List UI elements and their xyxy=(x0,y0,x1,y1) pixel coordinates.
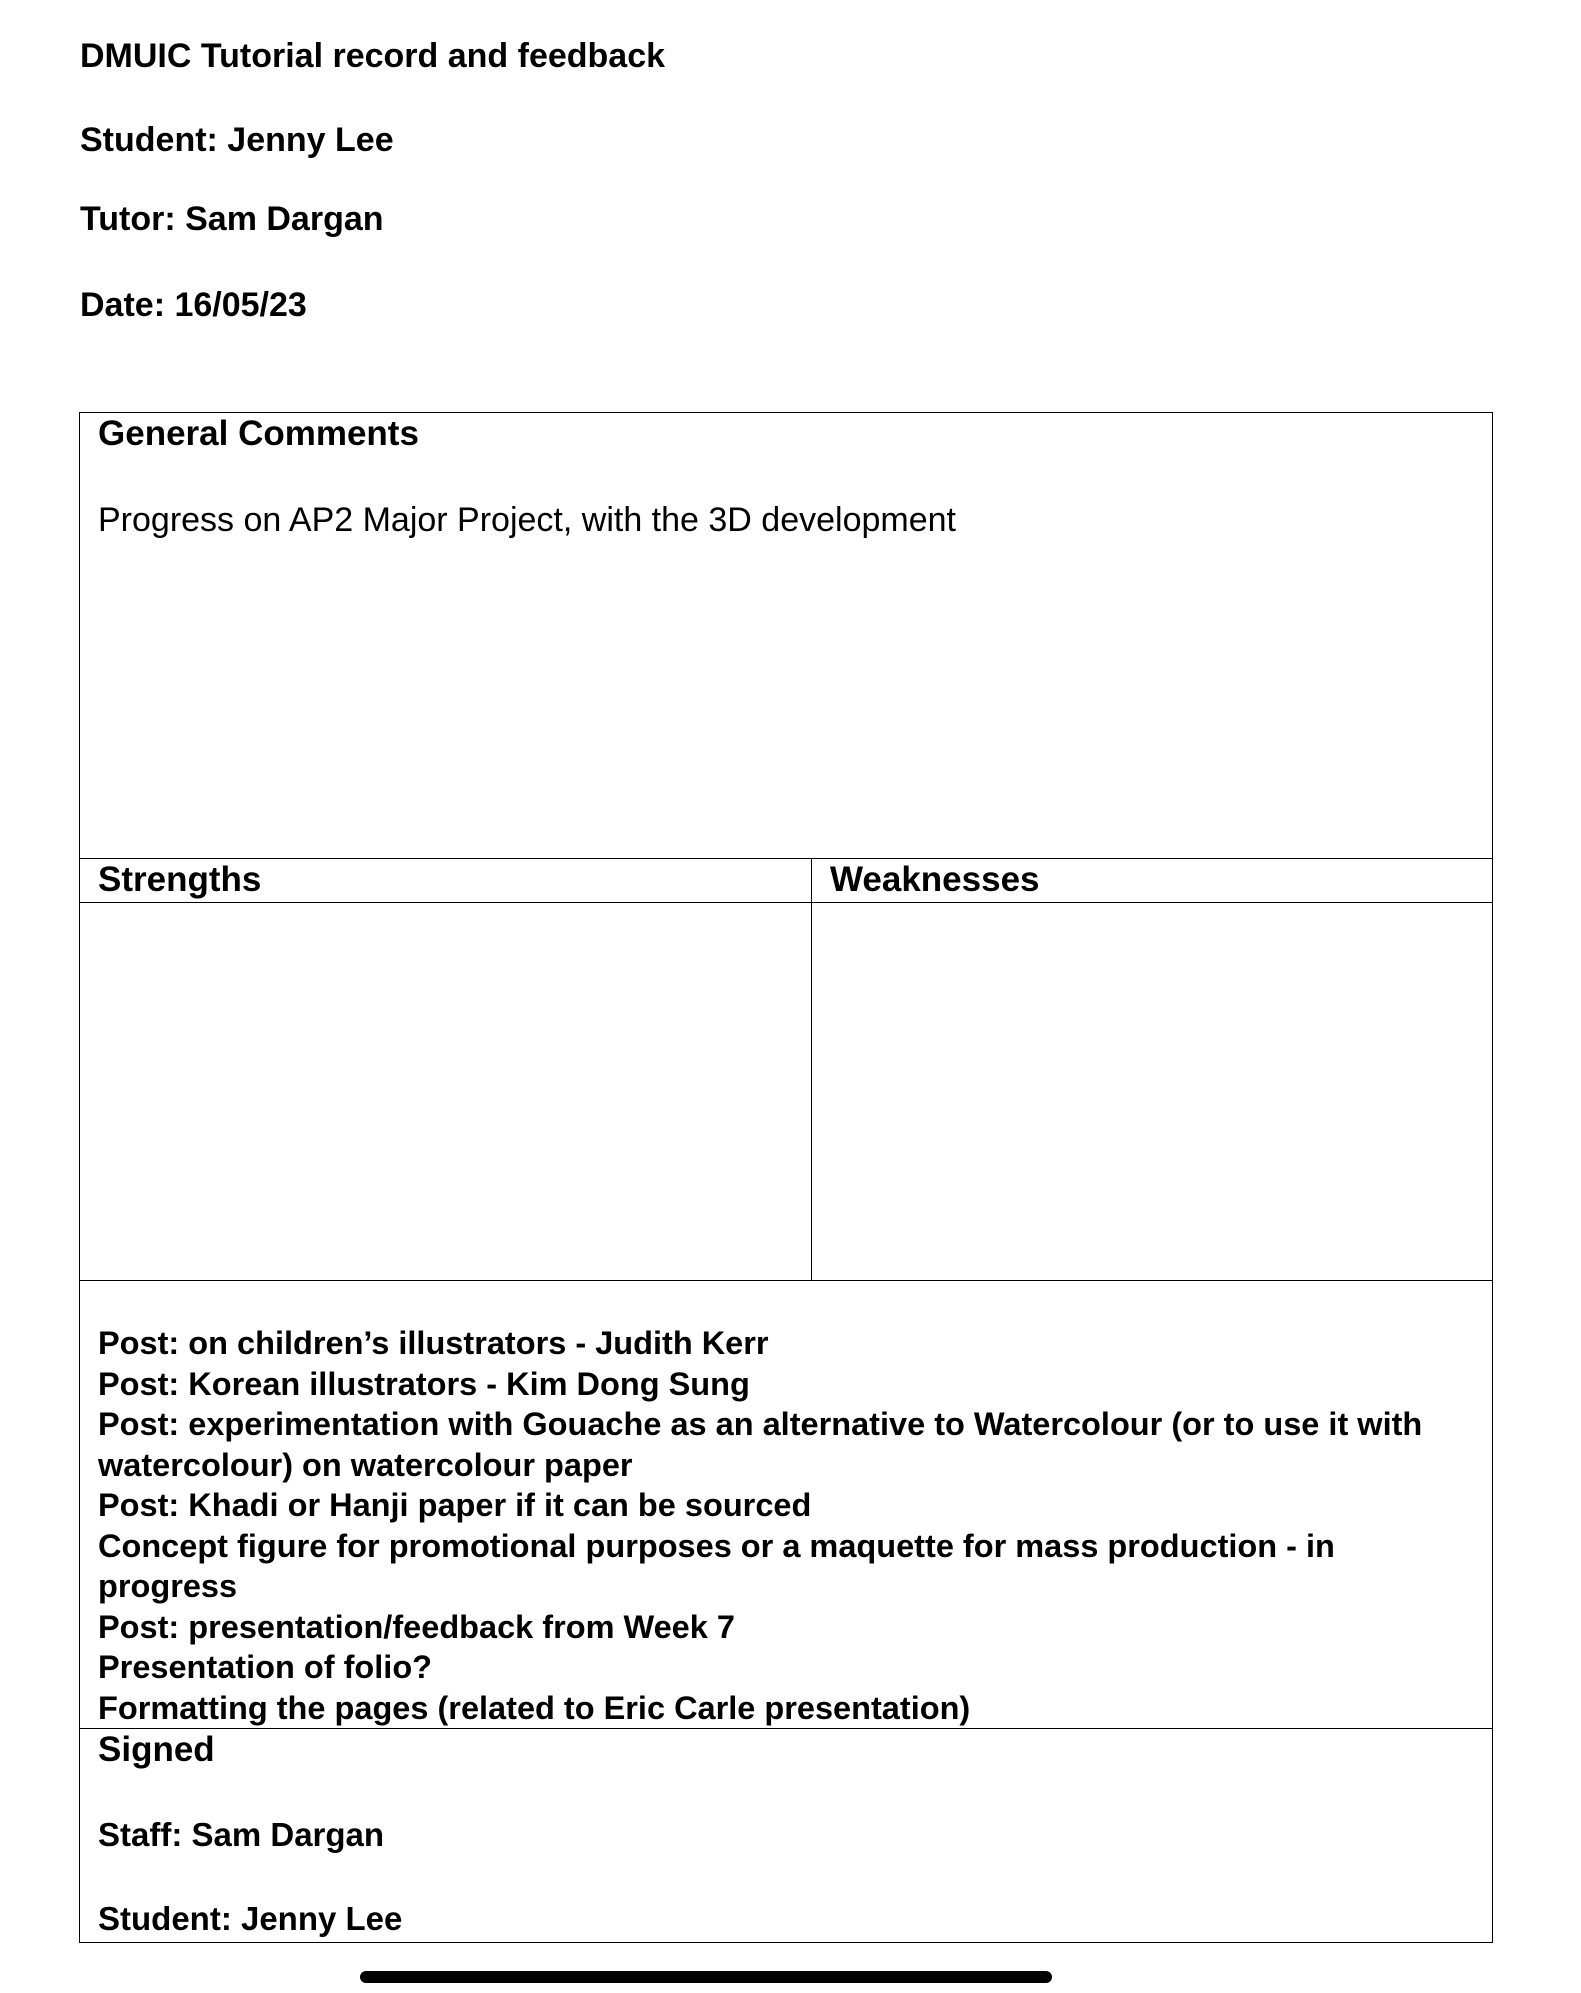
general-comments-row xyxy=(80,413,1493,859)
feedback-form-table xyxy=(79,412,1493,1943)
note-item: Post: experimentation with Gouache as an alternative to Watercolour (or to use it with watercolour) on watercolour paper xyxy=(98,1406,1423,1483)
tutorial-date: Date: 16/05/23 xyxy=(80,286,307,324)
general-comments-cell[interactable] xyxy=(80,413,1493,859)
home-indicator-bar[interactable] xyxy=(360,1971,1052,1983)
notes-row xyxy=(80,1281,1493,1729)
signed-row xyxy=(80,1729,1493,1943)
document-title: DMUIC Tutorial record and feedback xyxy=(80,37,666,75)
notes-list xyxy=(98,1323,1474,1728)
note-item: Post: presentation/feedback from Week 7 xyxy=(98,1608,735,1645)
note-item: Concept figure for promotional purposes or a maquette for mass production - in progress xyxy=(98,1527,1335,1604)
student-signature: Student: Jenny Lee xyxy=(98,1900,403,1937)
note-item: Post: Korean illustrators - Kim Dong Sung xyxy=(98,1365,750,1402)
note-item: Formatting the pages (related to Eric Carle presentation) xyxy=(98,1689,971,1726)
note-item: Presentation of folio? xyxy=(98,1649,433,1685)
signed-cell[interactable] xyxy=(80,1729,1493,1943)
strengths-weaknesses-header-row xyxy=(80,859,1493,903)
weaknesses-heading: Weaknesses xyxy=(830,860,1040,899)
weaknesses-cell[interactable] xyxy=(812,903,1493,1281)
general-comments-heading: General Comments xyxy=(98,414,419,453)
weaknesses-heading-cell xyxy=(812,859,1493,903)
notes-cell[interactable] xyxy=(80,1281,1493,1729)
staff-signature: Staff: Sam Dargan xyxy=(98,1816,385,1853)
strengths-heading-cell xyxy=(80,859,812,903)
strengths-cell[interactable] xyxy=(80,903,812,1281)
strengths-weaknesses-body-row xyxy=(80,903,1493,1281)
general-comments-text: Progress on AP2 Major Project, with the 3D development xyxy=(98,501,956,539)
note-item: Post: Khadi or Hanji paper if it can be sourced xyxy=(98,1487,812,1523)
signed-heading: Signed xyxy=(98,1730,215,1769)
student-name: Student: Jenny Lee xyxy=(80,121,394,159)
note-item: Post: on children’s illustrators - Judith Kerr xyxy=(98,1325,769,1361)
strengths-heading: Strengths xyxy=(98,860,262,899)
tutor-name: Tutor: Sam Dargan xyxy=(80,200,384,238)
